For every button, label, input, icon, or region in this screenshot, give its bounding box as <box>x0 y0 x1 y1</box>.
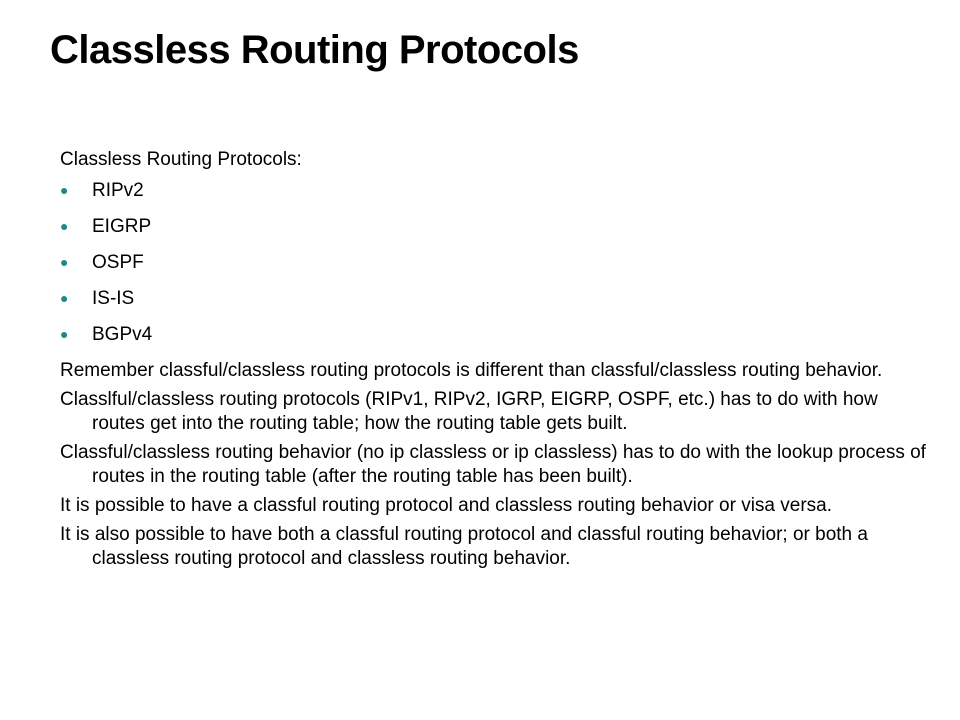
list-item <box>60 323 930 347</box>
bullet-icon: ● <box>60 254 69 270</box>
list-item-label: OSPF <box>92 252 144 273</box>
slide-title: Classless Routing Protocols <box>50 28 579 72</box>
bullet-icon: ● <box>60 182 69 198</box>
intro-text: Classless Routing Protocols: <box>60 149 302 170</box>
protocol-list <box>60 179 930 347</box>
bullet-icon: ● <box>60 218 69 234</box>
paragraph: It is possible to have a classful routing protocol and classless routing behavior or visa versa. <box>60 495 833 516</box>
list-item-label: BGPv4 <box>92 324 153 345</box>
list-item <box>60 251 930 275</box>
paragraph: Classlful/classless routing protocols (RIPv1, RIPv2, IGRP, EIGRP, OSPF, etc.) has to do with how routes get into the routing table; how the routing table gets built. <box>60 389 878 434</box>
slide-body <box>60 148 930 576</box>
paragraph: Remember classful/classless routing protocols is different than classful/classless routing behavior. <box>60 360 883 381</box>
list-item <box>60 179 930 203</box>
list-item-label: EIGRP <box>92 216 152 237</box>
paragraph: Classful/classless routing behavior (no ip classless or ip classless) has to do with the lookup process of routes in the routing table (after the routing table has been built). <box>60 442 926 487</box>
list-item-label: IS-IS <box>92 288 135 309</box>
bullet-icon: ● <box>60 326 69 342</box>
paragraph: It is also possible to have both a classful routing protocol and classful routing behavior; or both a classless routing protocol and classless routing behavior. <box>60 524 868 569</box>
list-item <box>60 215 930 239</box>
list-item <box>60 287 930 311</box>
list-item-label: RIPv2 <box>92 180 144 201</box>
bullet-icon: ● <box>60 290 69 306</box>
